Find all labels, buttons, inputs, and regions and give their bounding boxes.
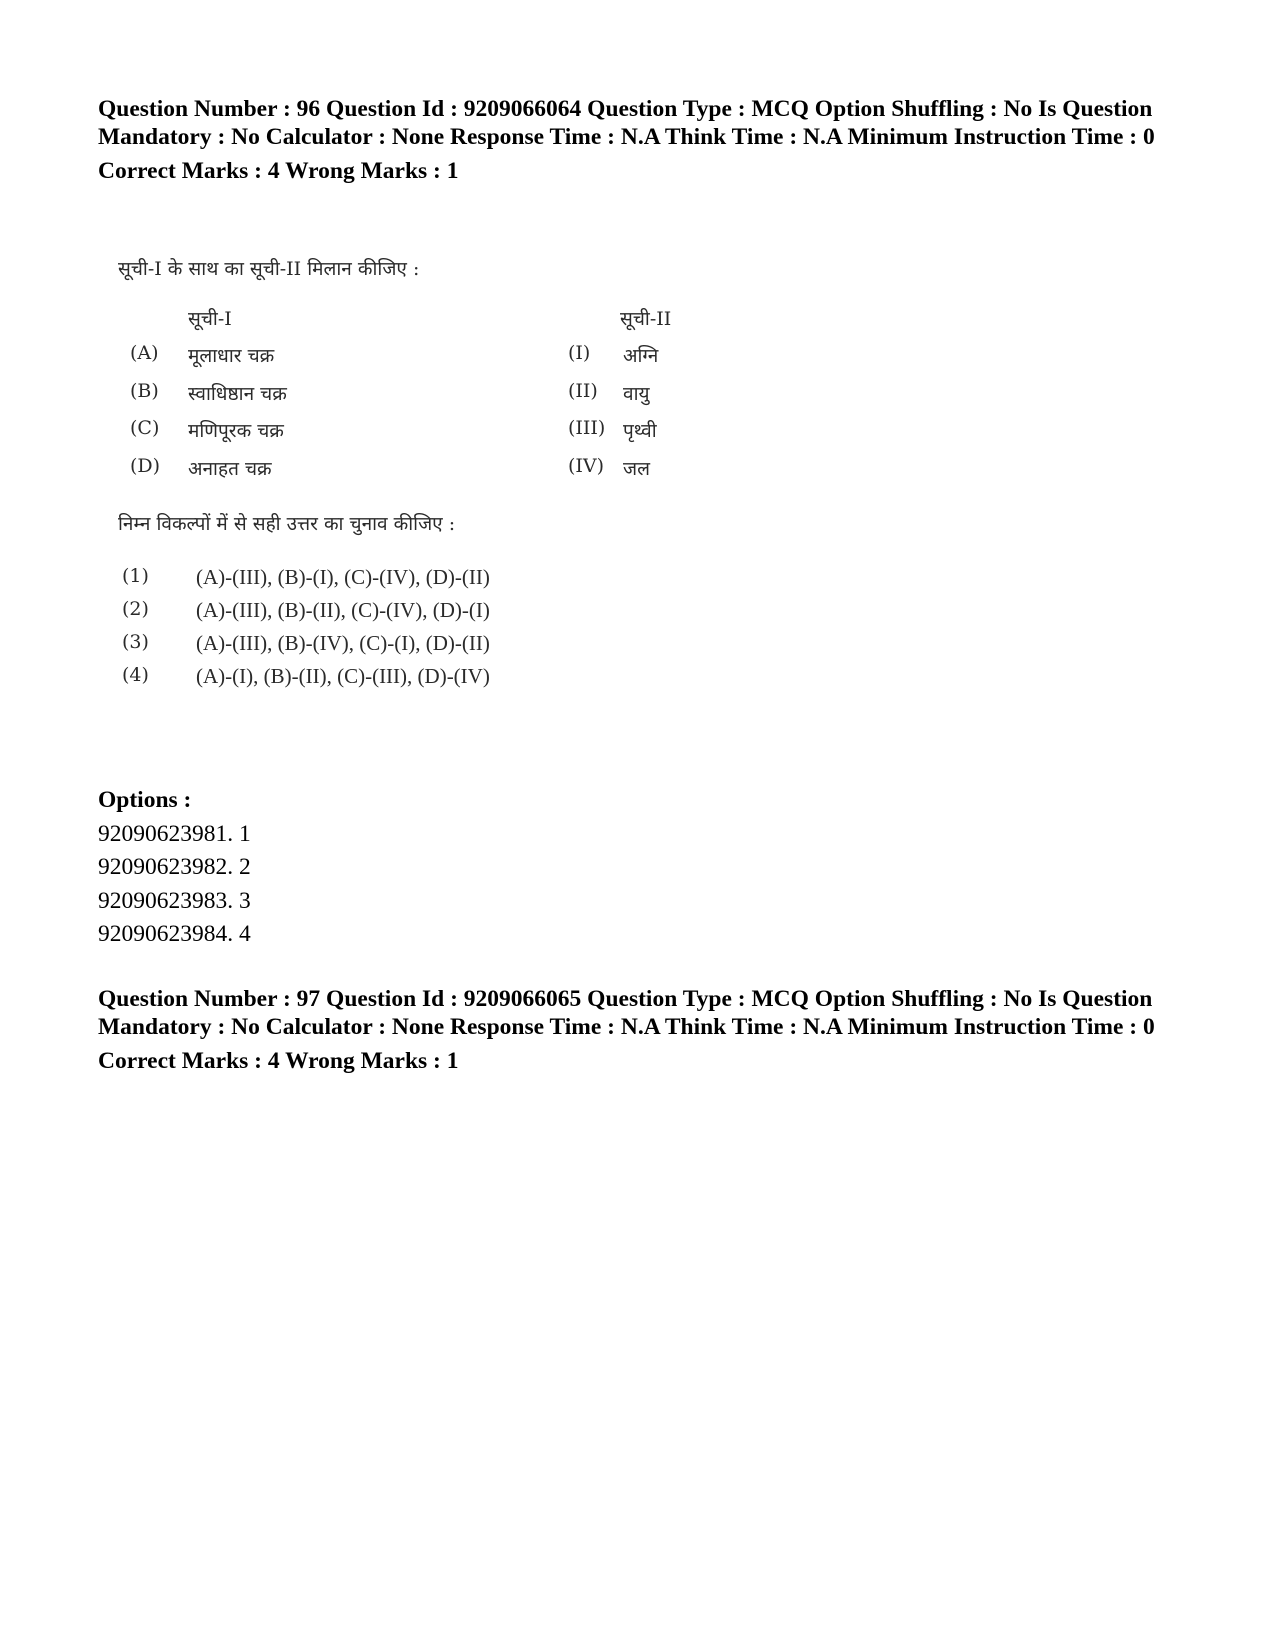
list-2-number: (I) [568,342,591,364]
option-item: 92090623984. 4 [98,921,251,947]
question-97-marks: Correct Marks : 4 Wrong Marks : 1 [98,1048,459,1074]
choice-number: (3) [122,631,149,653]
list-1-item: स्वाधिष्ठान चक्र [188,383,287,405]
choice-text: (A)-(III), (B)-(II), (C)-(IV), (D)-(I) [196,598,490,622]
question-97-header [98,985,1188,1075]
choose-instruction: निम्न विकल्पों में से सही उत्तर का चुनाव कीजिए : [118,513,456,535]
option-item: 92090623981. 1 [98,820,251,847]
choice-number: (4) [122,664,149,686]
list-2-number: (II) [568,380,598,402]
match-instruction: सूची-I के साथ का सूची-II मिलान कीजिए : [118,258,420,280]
list-2-item: वायु [623,383,650,405]
list-2-item: अग्नि [623,345,659,367]
list-2-item: जल [623,458,650,480]
list-2-heading: सूची-II [620,308,672,330]
choice-text: (A)-(III), (B)-(I), (C)-(IV), (D)-(II) [196,565,490,589]
list-1-letter: (C) [130,417,160,439]
list-2-number: (III) [568,417,606,439]
option-item: 92090623983. 3 [98,887,251,914]
question-96-options [98,784,251,952]
list-1-item: मूलाधार चक्र [188,345,275,367]
list-1-letter: (D) [130,455,161,477]
options-title: Options : [98,787,192,813]
list-1-letter: (B) [130,380,159,402]
question-97-meta: Question Number : 97 Question Id : 9209066065 Question Type : MCQ Option Shuffling : No Is Question Mandatory : No Calculator : None Response Time : N.A Think Time : N.A Minimum Instruction Time : 0 [98,986,1155,1040]
question-96-meta: Question Number : 96 Question Id : 9209066064 Question Type : MCQ Option Shuffling : No Is Question Mandatory : No Calculator : None Response Time : N.A Think Time : N.A Minimum Instruction Time : 0 [98,96,1155,150]
list-2-number: (IV) [568,455,605,477]
list-1-item: मणिपूरक चक्र [188,420,284,442]
choice-text: (A)-(III), (B)-(IV), (C)-(I), (D)-(II) [196,631,490,655]
choice-number: (2) [122,598,149,620]
question-96-marks: Correct Marks : 4 Wrong Marks : 1 [98,158,459,184]
list-1-item: अनाहत चक्र [188,458,272,480]
option-item: 92090623982. 2 [98,854,251,880]
list-1-heading: सूची-I [188,308,232,330]
question-96-image [118,255,718,715]
list-2-item: पृथ्वी [623,420,657,442]
choice-text: (A)-(I), (B)-(II), (C)-(III), (D)-(IV) [196,664,490,688]
question-96-header [98,95,1188,185]
choice-number: (1) [122,565,149,587]
list-1-letter: (A) [130,342,159,364]
